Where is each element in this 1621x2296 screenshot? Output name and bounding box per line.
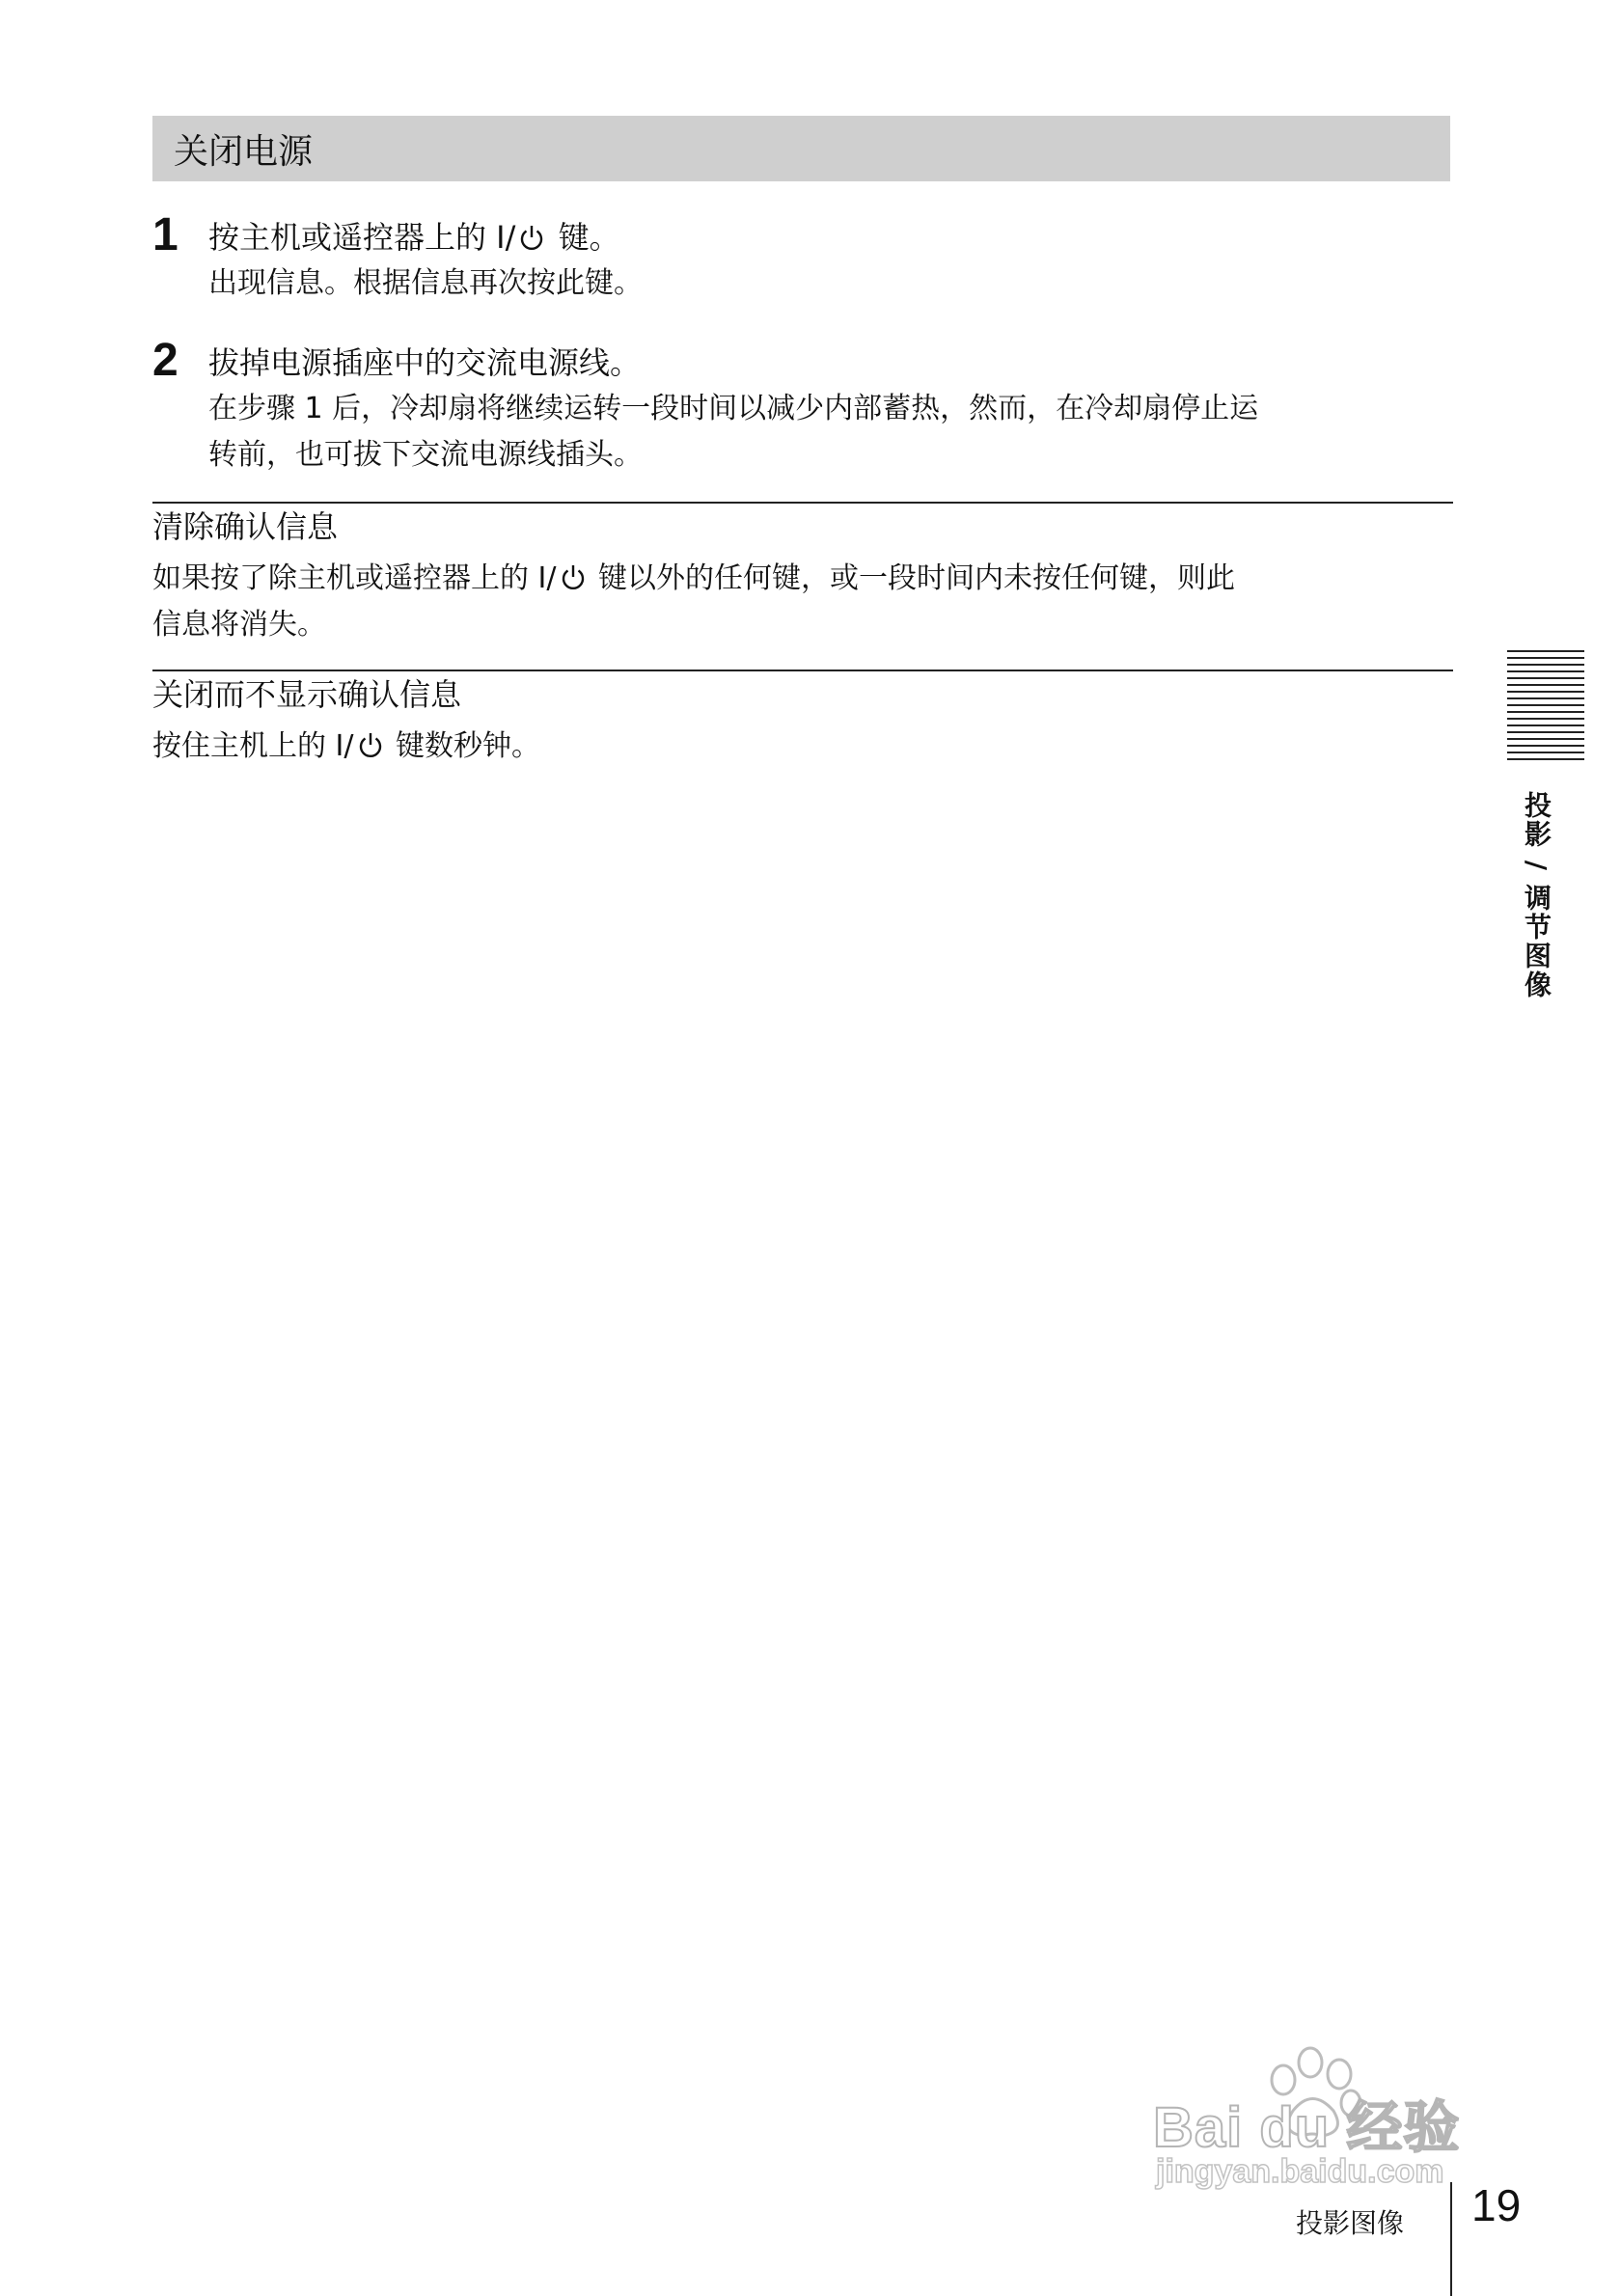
note-2-line1-before: 按住主机上的 I/	[152, 729, 354, 763]
step-1-title-before: 按主机或遥控器上的 I/	[208, 219, 516, 256]
note-1-heading: 清除确认信息	[152, 508, 339, 545]
step-2	[208, 340, 1453, 478]
footer-divider	[1450, 2182, 1452, 2296]
step-1	[208, 214, 1453, 307]
step-1-text: 出现信息。根据信息再次按此键。	[208, 266, 643, 300]
step-2-text-line1: 在步骤 1 后，冷却扇将继续运转一段时间以减少内部蓄热，然而，在冷却扇停止运	[208, 392, 1259, 425]
note-1-line1	[152, 556, 1453, 602]
step-2-title: 拔掉电源插座中的交流电源线。	[208, 344, 642, 381]
step-2-text-line2: 转前，也可拔下交流电源线插头。	[208, 438, 643, 472]
note-2-heading: 关闭而不显示确认信息	[152, 676, 462, 713]
side-tab-lines	[1507, 650, 1584, 768]
page-number: 19	[1471, 2180, 1522, 2230]
step-2-number: 2	[152, 335, 179, 386]
note-1-line2: 信息将消失。	[152, 608, 326, 642]
side-tab-label: 投影 / 调节图像	[1521, 791, 1552, 999]
step-1-title-after: 键。	[548, 219, 620, 256]
step-1-number: 1	[152, 209, 179, 260]
note-1-line1-after: 键以外的任何键，或一段时间内未按任何键，则此	[589, 561, 1236, 595]
power-icon	[559, 562, 588, 591]
divider	[152, 502, 1453, 504]
footer-label: 投影图像	[1296, 2207, 1405, 2239]
note-2-line1-after: 键数秒钟。	[386, 729, 541, 763]
power-icon	[517, 223, 546, 252]
step-1-title	[208, 214, 1453, 260]
watermark-url: jingyan.baidu.com	[1156, 2153, 1444, 2190]
note-1-text	[152, 556, 1453, 648]
section-title: 关闭电源	[174, 131, 314, 172]
note-2-text	[152, 724, 1453, 770]
note-1-line1-before: 如果按了除主机或遥控器上的 I/	[152, 561, 557, 595]
section-header	[152, 116, 1450, 181]
power-icon	[356, 730, 385, 759]
watermark-brand: Bai du 经验	[1153, 2096, 1461, 2159]
